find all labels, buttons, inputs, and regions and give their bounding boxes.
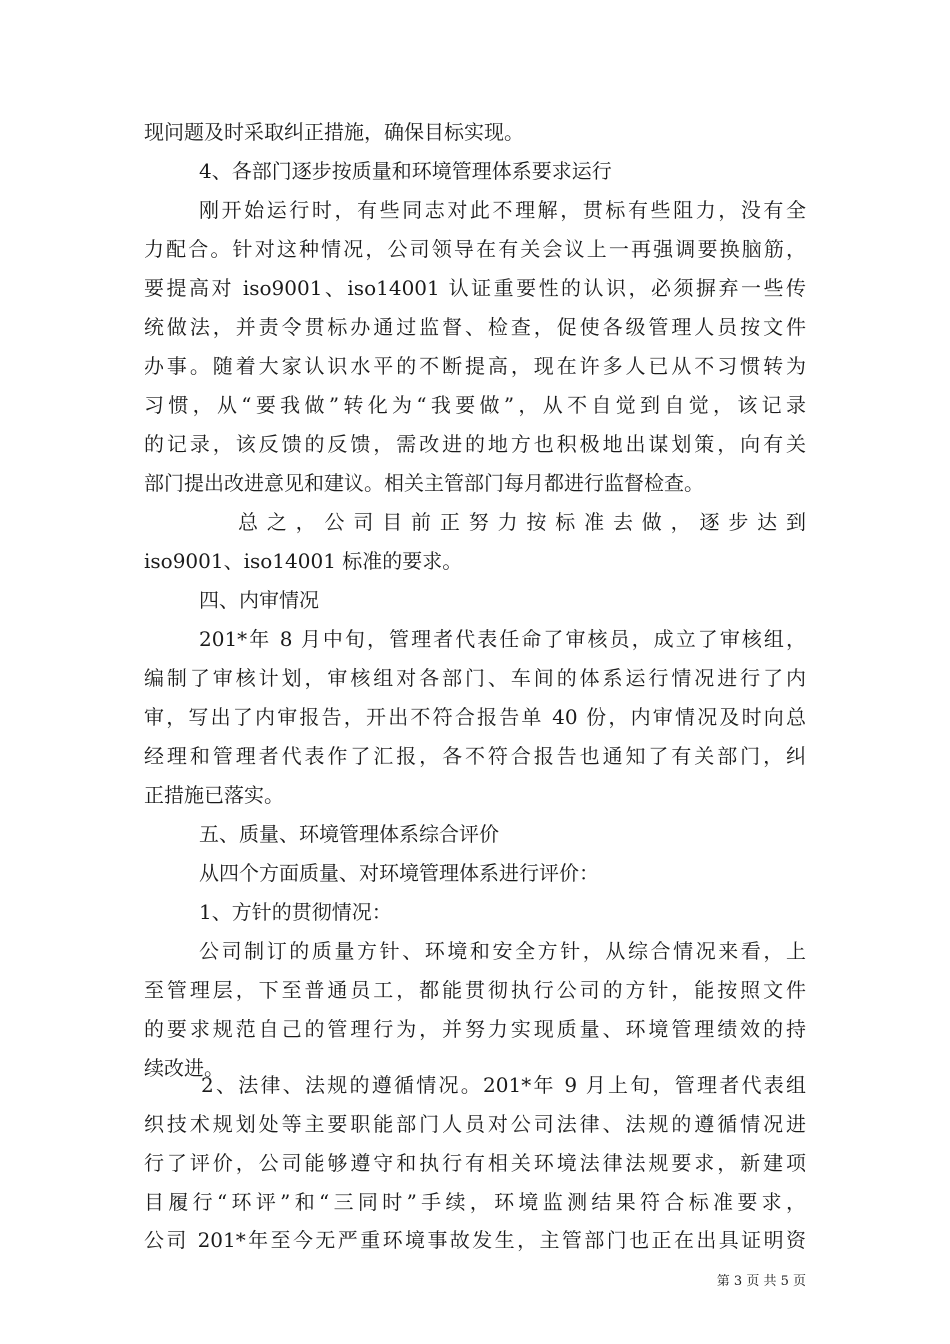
body-line: 刚开始运行时，有些同志对此不理解，贯标有些阻力，没有全 xyxy=(199,198,806,222)
body-line: 力配合。针对这种情况，公司领导在有关会议上一再强调要换脑筋， xyxy=(144,237,806,261)
body-line: 公司制订的质量方针、环境和安全方针，从综合情况来看，上 xyxy=(199,939,806,963)
body-line: 统做法，并责令贯标办通过监督、检查，促使各级管理人员按文件 xyxy=(144,315,806,339)
body-line: 至管理层，下至普通员工，都能贯彻执行公司的方针，能按照文件 xyxy=(144,978,806,1002)
body-line: 织技术规划处等主要职能部门人员对公司法律、法规的遵循情况进 xyxy=(144,1112,806,1136)
body-line: 续改进。 xyxy=(144,1056,224,1080)
section-heading: 1、方针的贯彻情况： xyxy=(199,900,392,924)
body-line: 的要求规范自己的管理行为，并努力实现质量、环境管理绩效的持 xyxy=(144,1017,806,1041)
section-heading: 4、各部门逐步按质量和环境管理体系要求运行 xyxy=(199,159,612,183)
body-line: 2、法律、法规的遵循情况。201*年 9 月上旬，管理者代表组 xyxy=(201,1073,806,1097)
body-line: 现问题及时采取纠正措施，确保目标实现。 xyxy=(144,120,524,144)
body-line: 办事。随着大家认识水平的不断提高，现在许多人已从不习惯转为 xyxy=(144,354,806,378)
section-heading: 五、质量、环境管理体系综合评价 xyxy=(199,822,499,846)
body-line: 部门提出改进意见和建议。相关主管部门每月都进行监督检查。 xyxy=(144,471,704,495)
body-line: 正措施已落实。 xyxy=(144,783,284,807)
body-line: 201*年 8 月中旬，管理者代表任命了审核员，成立了审核组， xyxy=(199,627,806,651)
body-line: 要提高对 iso9001、iso14001 认证重要性的认识，必须摒弃一些传 xyxy=(144,276,806,300)
body-line: 行了评价，公司能够遵守和执行有相关环境法律法规要求，新建项 xyxy=(144,1151,806,1175)
body-line: 的记录，该反馈的反馈，需改进的地方也积极地出谋划策，向有关 xyxy=(144,432,806,456)
body-line: 目履行“环评”和“三同时”手续，环境监测结果符合标准要求， xyxy=(144,1190,806,1214)
section-heading: 四、内审情况 xyxy=(199,588,319,612)
body-line: 经理和管理者代表作了汇报，各不符合报告也通知了有关部门，纠 xyxy=(144,744,806,768)
body-line: 从四个方面质量、对环境管理体系进行评价： xyxy=(199,861,599,885)
body-line: 习惯，从“要我做”转化为“我要做”，从不自觉到自觉，该记录 xyxy=(144,393,806,417)
page-number: 第 3 页 共 5 页 xyxy=(716,1274,806,1289)
body-line: 审，写出了内审报告，开出不符合报告单 40 份，内审情况及时向总 xyxy=(144,705,806,729)
body-line: 编制了审核计划，审核组对各部门、车间的体系运行情况进行了内 xyxy=(144,666,806,690)
body-line: iso9001、iso14001 标准的要求。 xyxy=(144,549,463,573)
body-line: 公司 201*年至今无严重环境事故发生，主管部门也正在出具证明资 xyxy=(144,1228,806,1252)
body-line: 总之，公司目前正努力按标准去做，逐步达到 xyxy=(238,510,806,534)
